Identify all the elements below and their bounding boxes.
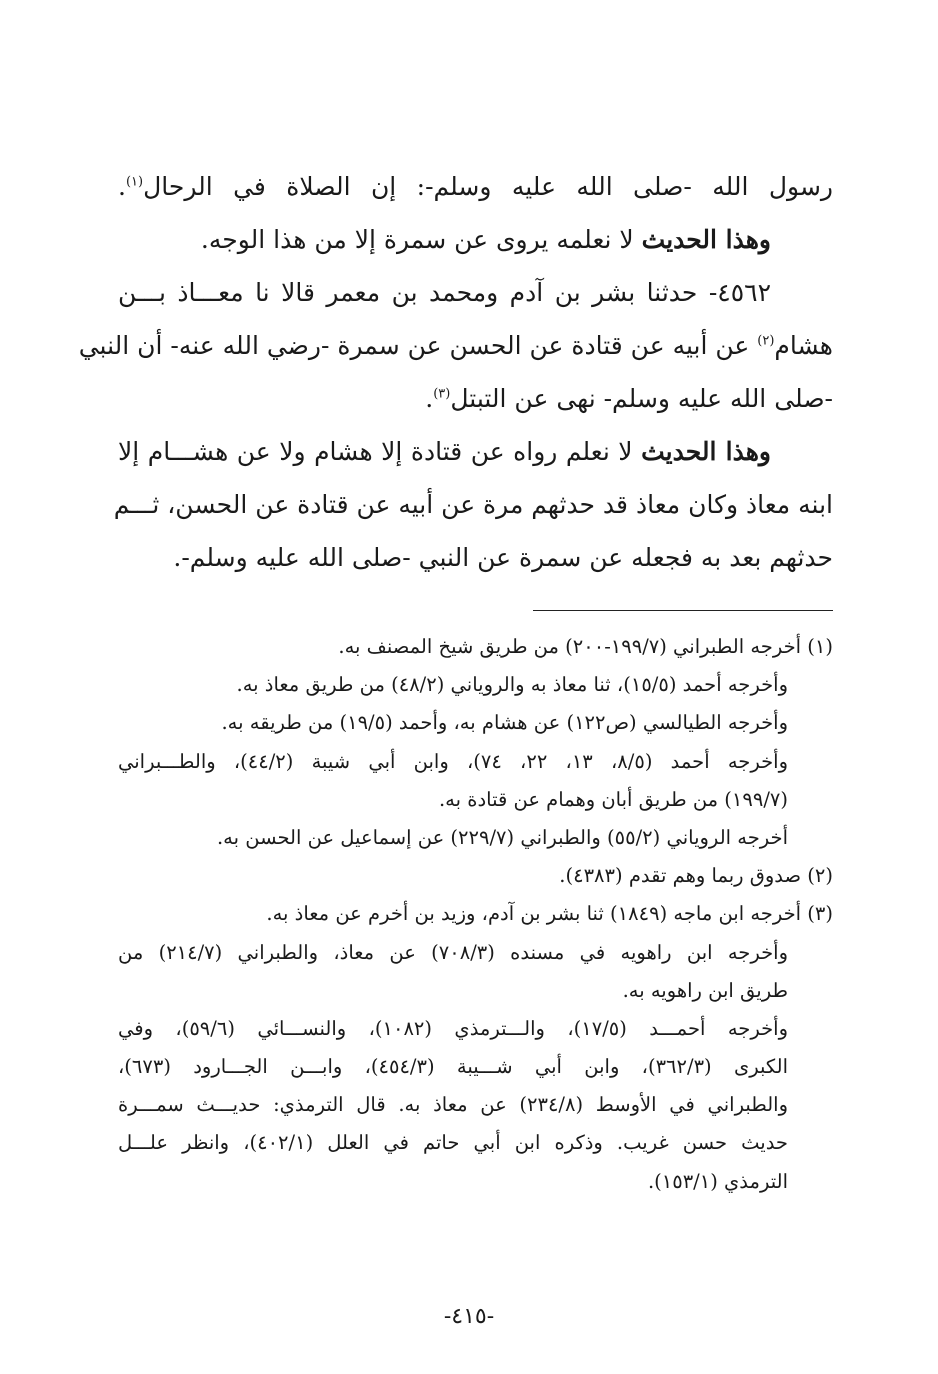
footnotes <box>118 628 833 1201</box>
footnote-line: وأخرجه ابن راهويه في مسنده (٧٠٨/٣) عن معاذ، والطبراني (٢١٤/٧) من <box>118 940 788 964</box>
main-line-2: وهذا الحديث لا نعلمه يروى عن سمرة إلا من هذا الوجه. <box>200 225 771 254</box>
footnote-line: وأخرجه أحمد (١٥/٥)، ثنا معاذ به والروياني (٤٨/٢) من طريق معاذ به. <box>236 673 788 697</box>
main-line-4: هشام$^{(٢)}$ عن أبيه عن قتادة عن الحسن عن سمرة -رضي الله عنه- أن النبي <box>78 331 833 360</box>
footnote-line: حديث حسن غريب. وذكره ابن أبي حاتم في العلل (٤٠٢/١)، وانظر علـــل <box>118 1131 788 1155</box>
page-number: -٤١٥- <box>443 1304 495 1329</box>
footnote-line: وأخرجه أحمـــد (١٧/٥)، والـــترمذي (١٠٨٢)، والنســـائي (٥٩/٦)، وفي <box>118 1016 788 1040</box>
footnote-line: الكبرى (٣٦٢/٣)، وابن أبي شـــيبة (٤٥٤/٣)، وابـــن الجـــارود (٦٧٣)، <box>118 1055 788 1079</box>
footnote-line: الترمذي (١٥٣/١). <box>647 1169 788 1193</box>
footnote-line: وأخرجه أحمد (٨/٥، ١٣، ٢٢، ٧٤)، وابن أبي شيبة (٤٤/٢)، والطـــبراني <box>118 749 788 773</box>
main-line-6: وهذا الحديث لا نعلم رواه عن قتادة إلا هشام ولا عن هشـــام إلا <box>118 437 771 466</box>
main-line-8: حدثهم بعد به فجعله عن سمرة عن النبي -صلى الله عليه وسلم-. <box>173 543 833 572</box>
footnote-line: (١٩٩/٧) من طريق أبان وهمام عن قتادة به. <box>438 787 788 811</box>
footnote-line: (٢) صدوق ربما وهم تقدم (٤٣٨٣). <box>559 864 833 888</box>
main-line-3: ٤٥٦٢- حدثنا بشر بن آدم ومحمد بن معمر قالا نا معـــاذ بـــن <box>118 278 771 307</box>
main-line-7: ابنه معاذ وكان معاذ قد حدثهم مرة عن أبيه عن قتادة عن الحسن، ثـــم <box>113 490 833 519</box>
footnote-ref-3: (٣) <box>433 386 451 402</box>
footnote-line: والطبراني في الأوسط (٢٣٤/٨) عن معاذ به. قال الترمذي: حديـــث سمـــرة <box>118 1093 788 1117</box>
main-text <box>78 160 833 584</box>
main-line-1: رسول الله -صلى الله عليه وسلم-: إن الصلاة في الرحال$^{(١)}$. <box>118 172 833 201</box>
footnote-divider <box>533 610 833 611</box>
footnote-ref-1: (١) <box>125 174 144 190</box>
footnote-line: (١) أخرجه الطبراني (١٩٩/٧-٢٠٠) من طريق شيخ المصنف به. <box>338 635 833 658</box>
footnote-line: طريق ابن راهويه به. <box>622 978 788 1002</box>
footnote-ref-2: (٢) <box>757 333 775 349</box>
footnote-line: (٣) أخرجه ابن ماجه (١٨٤٩) ثنا بشر بن آدم، وزيد بن أخرم عن معاذ به. <box>266 902 833 926</box>
main-line-5: -صلى الله عليه وسلم- نهى عن التبتل$^{(٣)}$. <box>425 384 833 413</box>
footnote-line: وأخرجه الطيالسي (ص١٢٢) عن هشام به، وأحمد (١٩/٥) من طريقه به. <box>221 711 788 735</box>
footnote-line: أخرجه الروياني (٥٥/٢) والطبراني (٢٢٩/٧) عن إسماعيل عن الحسن به. <box>216 825 788 849</box>
